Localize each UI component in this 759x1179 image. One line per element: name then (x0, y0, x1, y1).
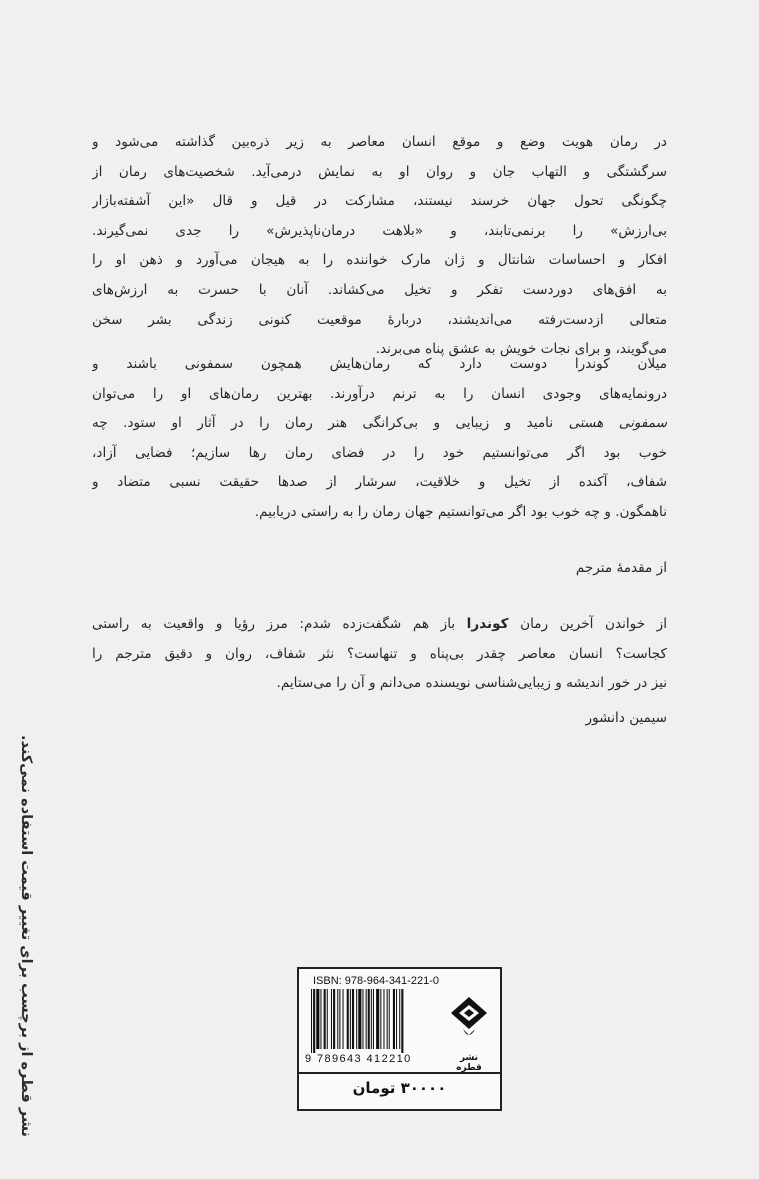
text-line: می‌گویند، و برای نجات خویش به عشق پناه می‌برند. (375, 341, 667, 358)
excerpt-source: از مقدمهٔ مترجم (575, 560, 667, 576)
text-line: کجاست؟ انسان معاصر چقدر بی‌پناه و تنهاست؟ نثر شفاف، روان و دقیق مترجم را (92, 645, 667, 662)
barcode-bar (324, 989, 326, 1049)
barcode-bar (313, 989, 315, 1053)
barcode-bar (368, 989, 370, 1049)
text-line: متعالی ازدست‌رفته می‌اندیشند، دربارهٔ موقعیت کنونی زندگی بشر سخن (92, 311, 667, 328)
barcode-bar (339, 989, 340, 1049)
barcode-bar (387, 989, 388, 1049)
text-line: افکار و احساسات شانتال و ژان مارک خواننده را به هیجان می‌آورد و ذهن او را (92, 252, 667, 269)
barcode-digits: 9 789643 412210 (305, 1053, 412, 1065)
author-name-bold: کوندرا (466, 616, 509, 632)
barcode-bar (337, 989, 338, 1049)
text-line: ناهمگون. و چه خوب بود اگر می‌توانستیم جهان رمان را به راستی دریابیم. (254, 503, 667, 520)
barcode-bar (362, 989, 363, 1049)
barcode-bar (343, 989, 344, 1049)
barcode-bar (380, 989, 381, 1049)
text-line: شفاف، آکنده از تخیل و خلاقیت، سرشار از صدها حقیقت نسبی متضاد و (92, 474, 667, 491)
text-line: خوب بود اگر می‌توانستیم خود را در فضای رمان رها سازیم؛ فضایی آزاد، (92, 444, 667, 461)
barcode-bar (333, 989, 335, 1049)
text-line: در رمان هویت وضع و موقع انسان معاصر به زیر ذره‌بین گذاشته می‌شود و (92, 134, 667, 150)
barcode-bar (311, 989, 312, 1053)
barcode-bar (331, 989, 332, 1049)
italic-phrase: سمفونی هستی (568, 415, 667, 432)
publisher-logo-icon (449, 995, 489, 1049)
barcode-bar (399, 989, 400, 1049)
barcode-bar (366, 989, 367, 1049)
barcode-bar (396, 989, 397, 1049)
text-line: بی‌ارزش» را برنمی‌تابند، و «بلاهت درمان‌ناپذیرش» را جدی نمی‌گیرند. (92, 222, 667, 239)
text-span: باز هم شگفت‌زده شدم: مرز رؤیا و واقعیت به راستی (92, 616, 467, 632)
translator-excerpt-paragraph-2 (92, 350, 667, 528)
isbn-label: ISBN: 978-964-341-221-0 (313, 975, 439, 987)
barcode-bar (401, 989, 403, 1053)
text-line: میلان کوندرا دوست دارد که رمان‌هایش همچون سمفونی باشند و (92, 356, 667, 372)
barcode-bar (383, 989, 384, 1049)
barcode-bar (373, 989, 374, 1049)
text-line (92, 409, 667, 439)
barcode-bar (347, 989, 349, 1049)
text-span: از خواندن آخرین رمان (508, 616, 667, 632)
text-line: سرگشتگی و التهاب جان و روان او به نمایش درمی‌آید. شخصیت‌های رمان از (92, 163, 667, 180)
barcode-bar (376, 989, 379, 1049)
notice-text: نشر قطره از برچسب برای تغییر قیمت استفاده نمی‌کند. (18, 735, 34, 1137)
price-label-notice (14, 726, 38, 1146)
barcode-box (297, 967, 502, 1111)
text-line (92, 610, 667, 640)
barcode-bar (371, 989, 372, 1049)
text-line: چگونگی تحول جهان خرسند نیستند، مشارکت در قیل و قال «این آشفته‌بازار (92, 193, 667, 210)
barcode-bar (320, 989, 321, 1049)
text-line: به افق‌های دوردست تفکر و تخیل می‌کشاند. آنان با حسرت به ارزش‌های (92, 281, 667, 298)
translator-excerpt-paragraph-1 (92, 128, 667, 365)
price: ۳۰۰۰۰ تومان (352, 1079, 447, 1097)
publisher-name: نشر قطره (456, 1053, 482, 1073)
barcode-bar (316, 989, 319, 1049)
endorsement-quote (92, 610, 667, 699)
text-line: نیز در خور اندیشه و زیبایی‌شناسی نویسنده می‌دانم و آن را می‌ستایم. (276, 675, 667, 692)
barcode-bar (358, 989, 361, 1049)
text-line: درونمایه‌های وجودی انسان را به ترنم درآورند. بهترین رمان‌های او را می‌توان (92, 385, 667, 402)
price-divider (299, 1072, 500, 1074)
barcode-bar (327, 989, 328, 1049)
barcode-bar (356, 989, 357, 1049)
barcode-icon (305, 989, 441, 1053)
barcode-bar (389, 989, 390, 1049)
barcode-bar (350, 989, 351, 1049)
barcode-bar (393, 989, 395, 1049)
barcode-bar (352, 989, 354, 1049)
endorsement-author: سیمین دانشور (585, 710, 667, 726)
text-span: نامید و زیبایی و بی‌کرانگی هنر رمان را در آثار او ستود. چه (92, 415, 569, 432)
